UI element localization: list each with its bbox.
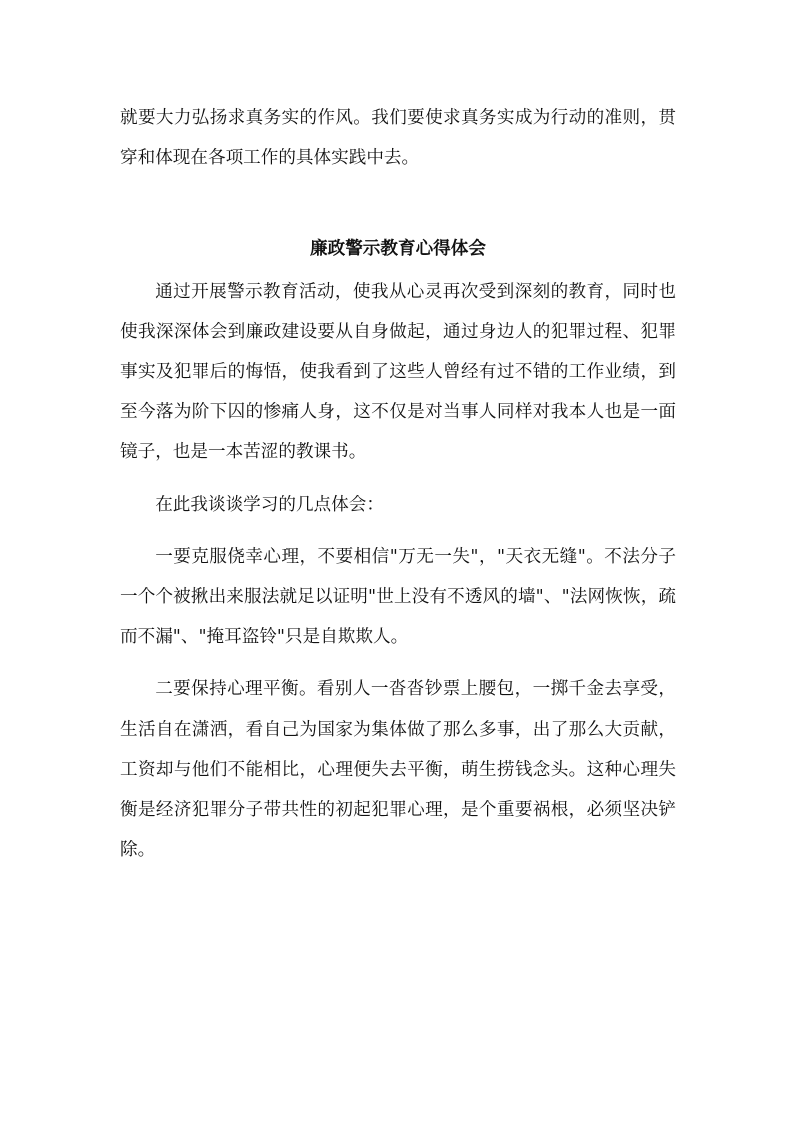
document-body [120,98,676,870]
continuation-paragraph: 就要大力弘扬求真务实的作风。我们要使求真务实成为行动的准则，贯穿和体现在各项工作的具体实践中去。 [120,108,676,169]
paragraph-point-two: 二要保持心理平衡。看别人一沓沓钞票上腰包，一掷千金去享受，生活自在潇洒，看自己为国家为集体做了那么多事，出了那么大贡献，工资却与他们不能相比，心理便失去平衡，萌生捞钱念头。这种心理失衡是经济犯罪分子带共性的初起犯罪心理，是个重要祸根，必须坚决铲除。 [120,679,676,861]
document-title: 廉政警示教育心得体会 [310,238,486,260]
paragraph-lead-in: 在此我谈谈学习的几点体会： [155,494,384,515]
paragraph-intro: 通过开展警示教育活动，使我从心灵再次受到深刻的教育，同时也使我深深体会到廉政建设要从自身做起，通过身边人的犯罪过程、犯罪事实及犯罪后的悔悟，使我看到了这些人曾经有过不错的工作业绩，到至今落为阶下囚的惨痛人身，这不仅是对当事人同样对我本人也是一面镜子，也是一本苦涩的教课书。 [120,281,676,463]
paragraph-point-one: 一要克服侥幸心理，不要相信"万无一失"，"天衣无缝"。不法分子一个个被揪出来服法就足以证明"世上没有不透风的墙"、"法网恢恢，疏而不漏"、"掩耳盗铃"只是自欺欺人。 [120,546,676,648]
